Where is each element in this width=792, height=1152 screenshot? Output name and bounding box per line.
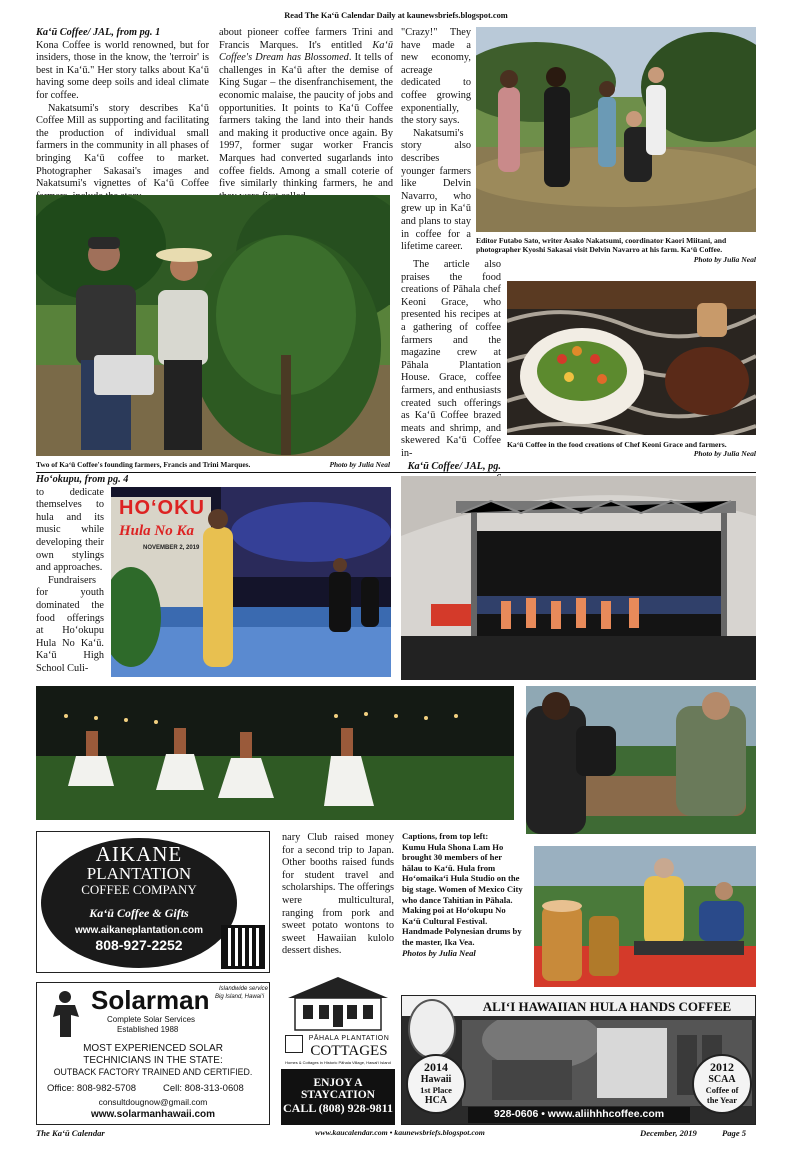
captions-text: Kumu Hula Shona Lam Ho brought 30 members of her hālau to Ka‘ū. Hula from Ho‘omaika‘i Hula Studio on the big stage. Women of Mexico City who dance Tahitian in Pāhala. Making poi at Ho‘okupu No Ka‘ū Cultural Festival. Handmade Polynesian drums by the master, Ika Vea. xyxy=(402,841,523,947)
article2-header: Ho‘okupu, from pg. 4 xyxy=(36,474,129,485)
ad-solarman xyxy=(36,982,270,1125)
badge-text: SCAA xyxy=(708,1074,736,1085)
article1-col1 xyxy=(36,27,209,203)
ad-pahala-call: CALL (808) 928-9811 xyxy=(282,1101,393,1115)
ad-solarman-sub2: Established 1988 xyxy=(117,1025,179,1034)
caption-text: Editor Futabo Sato, writer Asako Nakatsumi, coordinator Kaori Miitani, and photographer Kyoshi Sakasai visit Delvin Navarro at his farm. Ka‘ū Coffee. xyxy=(476,236,727,255)
badge-text: Hawaii xyxy=(420,1074,452,1085)
article1-paragraph xyxy=(219,27,393,203)
ad-solarman-line: MOST EXPERIENCED SOLAR xyxy=(83,1043,223,1054)
person-logo-icon xyxy=(51,989,81,1039)
article2-col1 xyxy=(36,474,129,676)
article1-col3-lower xyxy=(401,259,501,486)
badge-text: Coffee of xyxy=(705,1085,739,1095)
footer-websites: www.kaucalendar.com • kaunewsbriefs.blogspot.com xyxy=(315,1128,485,1137)
ad-solarman-side1: Islandwide service xyxy=(219,986,269,992)
article1-continued: Ka‘ū Coffee/ JAL, pg. xyxy=(407,460,501,472)
captions-title: Captions, from top left: xyxy=(402,831,489,841)
caption-magazine-crew xyxy=(476,236,756,264)
photo-making-poi xyxy=(526,686,756,834)
ad-aikane-url[interactable]: www.aikaneplantation.com xyxy=(75,925,203,936)
ad-aikane-name: AIKANE xyxy=(95,842,183,866)
stage-sign-date: NOVEMBER 2, 2019 xyxy=(143,545,200,551)
qr-code-icon xyxy=(221,925,265,969)
badge-text: the Year xyxy=(706,1095,738,1105)
ad-solarman-email[interactable]: consultdougnow@gmail.com xyxy=(98,1097,208,1107)
caption-text: Two of Ka‘ū Coffee's founding farmers, Francis and Trini Marques. xyxy=(36,460,251,469)
ad-solarman-office: Office: 808-982-5708 xyxy=(47,1083,137,1094)
ornament-icon xyxy=(285,1035,303,1053)
footer-publication: The Ka‘ū Calendar xyxy=(36,1128,105,1138)
article1-paragraph: Nakatsumi's story also describes younger farmers like Delvin Navarro, who grew up in Ka‘ū and plans to stay in coffee for a lifetime career. xyxy=(401,127,471,253)
article1-text: about pioneer coffee farmers Trini and Francis Marques. It's entitled xyxy=(219,27,393,51)
badge-text: 1st Place xyxy=(420,1085,452,1095)
photo-tahitian-dancers xyxy=(36,686,514,820)
article2-captions xyxy=(402,831,524,958)
stage-sign-subtitle: Hula No Ka xyxy=(119,523,195,539)
ad-solarman-sub1: Complete Solar Services xyxy=(107,1015,196,1024)
ad-pahala-name: COTTAGES xyxy=(310,1043,388,1059)
article1-col2 xyxy=(219,27,393,203)
ad-pahala-small: Homes & Cottages in Historic Pāhala Village, Hawai‘i Island xyxy=(285,1060,391,1065)
article2-paragraph: nary Club raised money for a second trip to Japan. Other booths raised funds for student travel and scholarships. The offerings were multicultural, ranging from pork and sweet potato wontons to sweet Hawaiian kulolo dessert dishes. xyxy=(282,832,394,957)
photo-big-stage xyxy=(401,476,756,680)
ad-aikane-tagline: Ka‘ū Coffee & Gifts xyxy=(89,906,189,920)
photo-food-creations xyxy=(507,281,756,435)
ad-pahala-enjoy: ENJOY A STAYCATION xyxy=(301,1077,375,1101)
ad-solarman-cell: Cell: 808-313-0608 xyxy=(163,1083,244,1094)
award-badge-2012 xyxy=(692,1054,752,1114)
photo-credit: Photo by Julia Neal xyxy=(693,449,756,459)
stage-sign-title: HO‘OKU xyxy=(119,497,205,519)
ad-alii-title: ALI‘I HAWAIIAN HULA HANDS COFFEE xyxy=(482,999,732,1014)
ad-pahala-name: PĀHALA PLANTATION xyxy=(308,1035,390,1042)
ad-aikane-name: COFFEE COMPANY xyxy=(81,882,197,897)
photo-polynesian-drums xyxy=(534,846,756,987)
article1-header: Ka‘ū Coffee/ JAL, from pg. 1 xyxy=(36,27,161,38)
ad-aikane-phone: 808-927-2252 xyxy=(95,937,183,953)
ad-aikane-plantation xyxy=(36,831,270,973)
ad-solarman-line: OUTBACK FACTORY TRAINED AND CERTIFIED. xyxy=(53,1067,253,1077)
article1-text: . It tells of challenges in Ka‘ū after the demise of King Sugar – the disenfranchisement, the economic malaise, the paucity of jobs and opportunities. It points to Ka‘ū Coffee farmers taking the land into their hands and making it productive once again. By 1997, former sugar worker Francis Marques had converted sugarlands into coffee fields. Among a small coterie of five similarly thinking farmers, he and xyxy=(219,52,393,190)
article1-paragraph: Kona Coffee is world renowned, but for insiders, those in the know, the 'terroir' is best in Ka‘ū." Her story talks about Ka‘ū having some deep soils and ideal climate for coffee. xyxy=(36,39,209,101)
photo-credit: Photos by Julia Neal xyxy=(402,947,476,958)
award-badge-2014 xyxy=(406,1054,466,1114)
article1-paragraph: Nakatsumi's story describes Ka‘ū Coffee Mill as supporting and facilitating the production of individual small farmers in the community in all phases of bringing Ka‘ū coffee to market. Photographer Sakasai's images and Nakatsumi's vignettes of Ka‘ū Coffee xyxy=(36,102,209,190)
ad-solarman-line: TECHNICIANS IN THE STATE: xyxy=(83,1055,223,1066)
caption-founding-farmers xyxy=(36,460,390,470)
article2-paragraph: Fundraisers for youth dominated the food offerings at Ho‘okupu Hula No Ka‘ū. Ka‘ū High School Culi- xyxy=(36,574,104,674)
article1-col3 xyxy=(401,27,471,254)
ad-solarman-brand: Solarman xyxy=(91,985,210,1015)
ad-solarman-url[interactable]: www.solarmanhawaii.com xyxy=(90,1109,216,1120)
top-banner: Read The Ka‘ū Calendar Daily at kaunewsbriefs.blogspot.com xyxy=(284,11,508,20)
footer-date: December, 2019 xyxy=(640,1128,697,1138)
ad-aikane-name: PLANTATION xyxy=(86,864,192,883)
section-divider xyxy=(36,472,756,473)
ad-alii-coffee xyxy=(401,995,756,1125)
ad-pahala-cottages xyxy=(281,971,395,1125)
photo-founding-farmers xyxy=(36,195,390,456)
article1-story-title: Ka‘ū Coffee's Dream has Blossomed xyxy=(219,39,393,64)
photo-credit: Photo by Julia Neal xyxy=(693,254,756,264)
footer-page-number: Page 5 xyxy=(722,1128,747,1138)
article1-paragraph: The article also praises the food creations of Pāhala chef Keoni Grace, who presented his recipes at a gathering of coffee farmers and the magazine crew at Pāhala Plantation House. Grace, coffee farmers, and enthusiasts created such offerings as Ka‘ū Coffee brazed meats and shrimp, and skewered Ka‘ū Coffee in- xyxy=(401,259,501,459)
ad-alii-contact[interactable]: 928-0606 • www.aliihhhcoffee.com xyxy=(493,1108,665,1120)
coffee-bag-logo-icon xyxy=(408,999,456,1059)
photo-kumu-hula xyxy=(111,487,391,677)
badge-text: HCA xyxy=(424,1095,448,1106)
photo-magazine-crew xyxy=(476,27,756,232)
article1-paragraph: "Crazy!" They have made a new economy, acreage dedicated to coffee growing exponentially, the story says. xyxy=(401,27,471,127)
badge-year: 2012 xyxy=(710,1060,734,1074)
caption-text: Ka‘ū Coffee in the food creations of Chef Keoni Grace and farmers. xyxy=(507,440,727,449)
caption-food-creations xyxy=(507,440,756,459)
ad-solarman-side2: Big Island, Hawai‘i xyxy=(215,994,265,1000)
article2-paragraph: to dedicate themselves to hula and its music while developing their own stylings and approaches. xyxy=(36,486,104,574)
photo-credit: Photo by Julia Neal xyxy=(329,460,390,469)
article2-col2 xyxy=(282,832,394,958)
badge-year: 2014 xyxy=(424,1060,448,1074)
cottage-illustration-icon xyxy=(283,973,393,1033)
